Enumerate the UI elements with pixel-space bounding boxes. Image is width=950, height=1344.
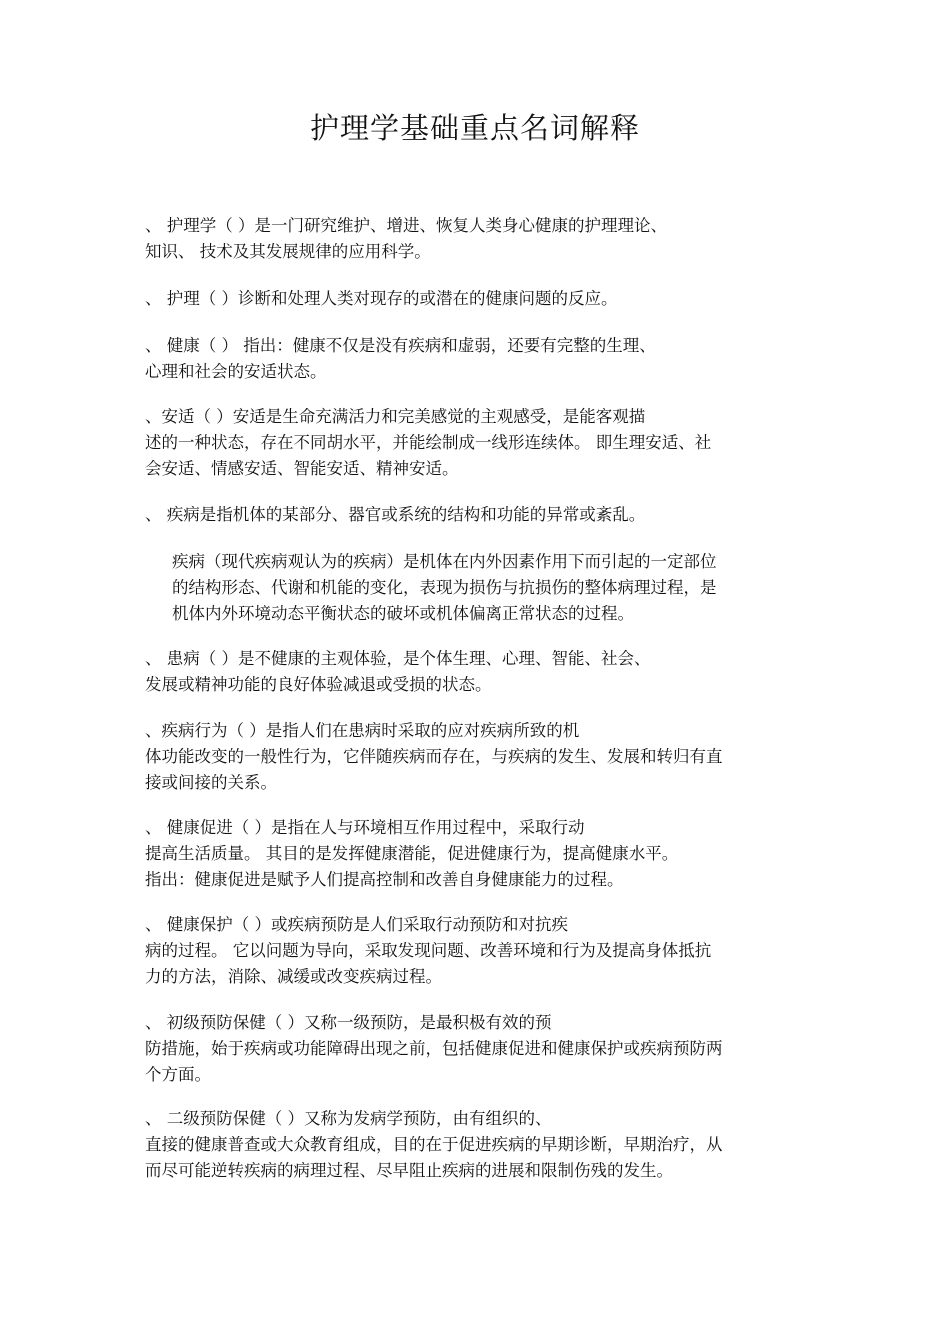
text-line: 个方面。 (145, 1065, 211, 1084)
text-line: 、 健康保护（ ）或疾病预防是人们采取行动预防和对抗疾 (145, 915, 568, 934)
text-line: 知识、 技术及其发展规律的应用科学。 (145, 242, 431, 261)
paragraph-illness (145, 646, 810, 698)
text-line: 直接的健康普查或大众教育组成，目的在于促进疾病的早期诊断，早期治疗，从 (145, 1135, 723, 1154)
text-line: 防措施，始于疾病或功能障碍出现之前，包括健康促进和健康保护或疾病预防两 (145, 1039, 723, 1058)
text-line: 接或间接的关系。 (145, 773, 277, 792)
text-line: 疾病（现代疾病观认为的疾病）是机体在内外因素作用下而引起的一定部位 (172, 552, 717, 571)
paragraph-disease (145, 502, 810, 528)
text-line: 体功能改变的一般性行为，它伴随疾病而存在，与疾病的发生、发展和转归有直 (145, 747, 723, 766)
text-line: 、 二级预防保健（ ）又称为发病学预防，由有组织的、 (145, 1109, 552, 1128)
text-line: 会安适、情感安适、智能安适、精神安适。 (145, 459, 459, 478)
text-line: 的结构形态、代谢和机能的变化，表现为损伤与抗损伤的整体病理过程，是 (172, 578, 717, 597)
text-line: 、 护理学（ ）是一门研究维护、增进、恢复人类身心健康的护理理论、 (145, 216, 667, 235)
text-line: 、 护理（ ）诊断和处理人类对现存的或潜在的健康问题的反应。 (145, 289, 618, 308)
text-line: 、安适（ ）安适是生命充满活力和完美感觉的主观感受，是能客观描 (145, 407, 646, 426)
text-line: 力的方法，消除、减缓或改变疾病过程。 (145, 967, 442, 986)
text-line: 、 健康（ ） 指出：健康不仅是没有疾病和虚弱，还要有完整的生理、 (145, 336, 656, 355)
text-line: 病的过程。 它以问题为导向，采取发现问题、改善环境和行为及提高身体抵抗 (145, 941, 712, 960)
paragraph-primary-prevention (145, 1010, 810, 1088)
page-title: 护理学基础重点名词解释 (309, 111, 640, 145)
text-line: 心理和社会的安适状态。 (145, 362, 327, 381)
paragraph-health (145, 333, 810, 385)
text-line: 、疾病行为（ ）是指人们在患病时采取的应对疾病所致的机 (145, 721, 580, 740)
paragraph-nursing (145, 213, 810, 265)
text-line: 指出：健康促进是赋予人们提高控制和改善自身健康能力的过程。 (145, 870, 624, 889)
paragraph-wellbeing (145, 404, 810, 482)
paragraph-illness-behavior (145, 718, 810, 796)
paragraph-disease-modern (172, 549, 797, 627)
text-line: 、 疾病是指机体的某部分、器官或系统的结构和功能的异常或紊乱。 (145, 505, 646, 524)
text-line: 、 健康促进（ ）是指在人与环境相互作用过程中，采取行动 (145, 818, 585, 837)
text-line: 发展或精神功能的良好体验减退或受损的状态。 (145, 675, 492, 694)
paragraph-nursing-care (145, 286, 810, 312)
paragraph-secondary-prevention (145, 1106, 810, 1184)
text-line: 机体内外环境动态平衡状态的破坏或机体偏离正常状态的过程。 (172, 604, 634, 623)
text-line: 述的一种状态，存在不同胡水平，并能绘制成一线形连续体。 即生理安适、社 (145, 433, 712, 452)
text-line: 提高生活质量。 其目的是发挥健康潜能，促进健康行为，提高健康水平。 (145, 844, 679, 863)
text-line: 而尽可能逆转疾病的病理过程、尽早阻止疾病的进展和限制伤残的发生。 (145, 1161, 673, 1180)
paragraph-health-protection (145, 912, 810, 990)
text-line: 、 患病（ ）是不健康的主观体验，是个体生理、心理、智能、社会、 (145, 649, 651, 668)
paragraph-health-promotion (145, 815, 810, 893)
text-line: 、 初级预防保健（ ）又称一级预防，是最积极有效的预 (145, 1013, 552, 1032)
